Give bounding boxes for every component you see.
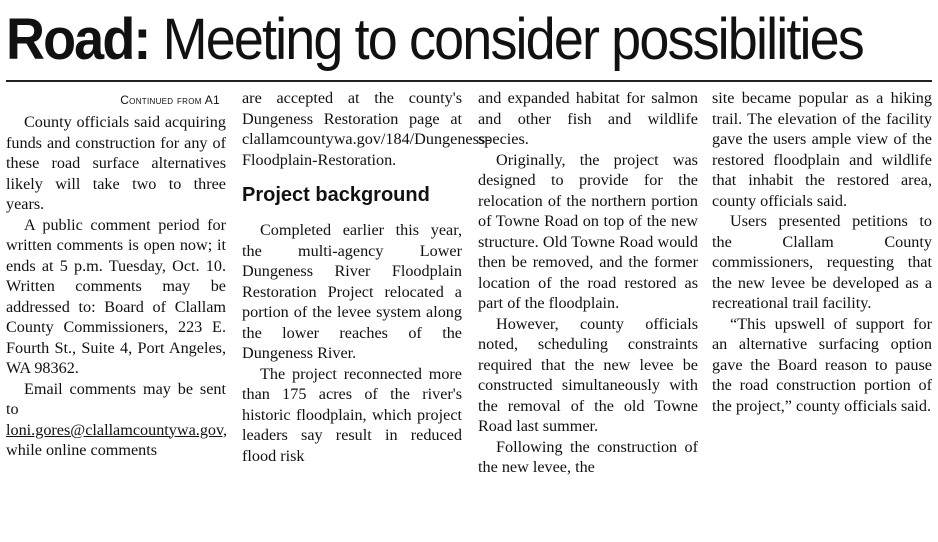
- column-2: [242, 88, 491, 538]
- paragraph: County officials said acquiring funds and construction for any of these road surface alternatives likely will take two to three years.: [6, 113, 226, 213]
- paragraph: The project reconnected more than 175 acres of the river's historic floodplain, which project leaders say result in reduced flood risk: [242, 364, 462, 465]
- paragraph: “This upswell of support for an alternative surfacing option gave the Board reason to pause the road construction portion of the project,” county officials said.: [712, 314, 932, 415]
- paragraph: Completed earlier this year, the multi-agency Lower Dungeness River Floodplain Restoration Project relocated a portion of the levee system along the lower reaches of the Dungeness River.: [242, 221, 462, 362]
- column-4: [712, 88, 932, 538]
- paragraph: Users presented petitions to the Clallam County commissioners, requesting that the new levee be developed as a recreational trail facility.: [712, 212, 932, 312]
- column-3: [478, 88, 698, 538]
- paragraph: Following the construction of the new levee, the: [478, 437, 698, 476]
- paragraph: However, county officials noted, scheduling constraints required that the new levee be constructed simultaneously with the removal of the old Towne Road last summer.: [478, 314, 698, 435]
- column-1: [6, 88, 226, 538]
- headline-title: Meeting to consider possibilities: [162, 7, 863, 72]
- headline: [6, 0, 867, 80]
- email-intro: Email comments may be sent to: [6, 379, 226, 418]
- email-paragraph: [6, 379, 226, 461]
- paragraph: are accepted at the county's Dungeness Restoration page at clallamcountywa.gov/184/Dungeness-Floodplain-Restoration.: [242, 89, 491, 169]
- paragraph: Originally, the project was designed to provide for the relocation of the northern portion of Towne Road on top of the new structure. Old Towne Road would then be removed, and the former location of the road restored as part of the floodplain.: [478, 150, 698, 312]
- headline-rule: [6, 80, 932, 82]
- paragraph: and expanded habitat for salmon and other fish and wildlife species.: [478, 89, 698, 148]
- headline-kicker: Road:: [6, 7, 150, 72]
- continued-from-label: Continued from A1: [120, 93, 220, 107]
- paragraph: A public comment period for written comments is open now; it ends at 5 p.m. Tuesday, Oct. 10. Written comments may be addressed to: Board of Clallam County Commissioners, 223 E. Fourth St., Suite 4, Port Angeles, WA 98362.: [6, 215, 226, 377]
- email-link[interactable]: loni.gores@clallamcountywa.gov,: [6, 420, 228, 439]
- subhead-project-background: Project background: [242, 184, 430, 206]
- email-tail: while online comments: [6, 441, 158, 459]
- paragraph: site became popular as a hiking trail. The elevation of the facility gave the users ample view of the restored floodplain and wildlife that inhabit the restored area, county officials said.: [712, 89, 932, 210]
